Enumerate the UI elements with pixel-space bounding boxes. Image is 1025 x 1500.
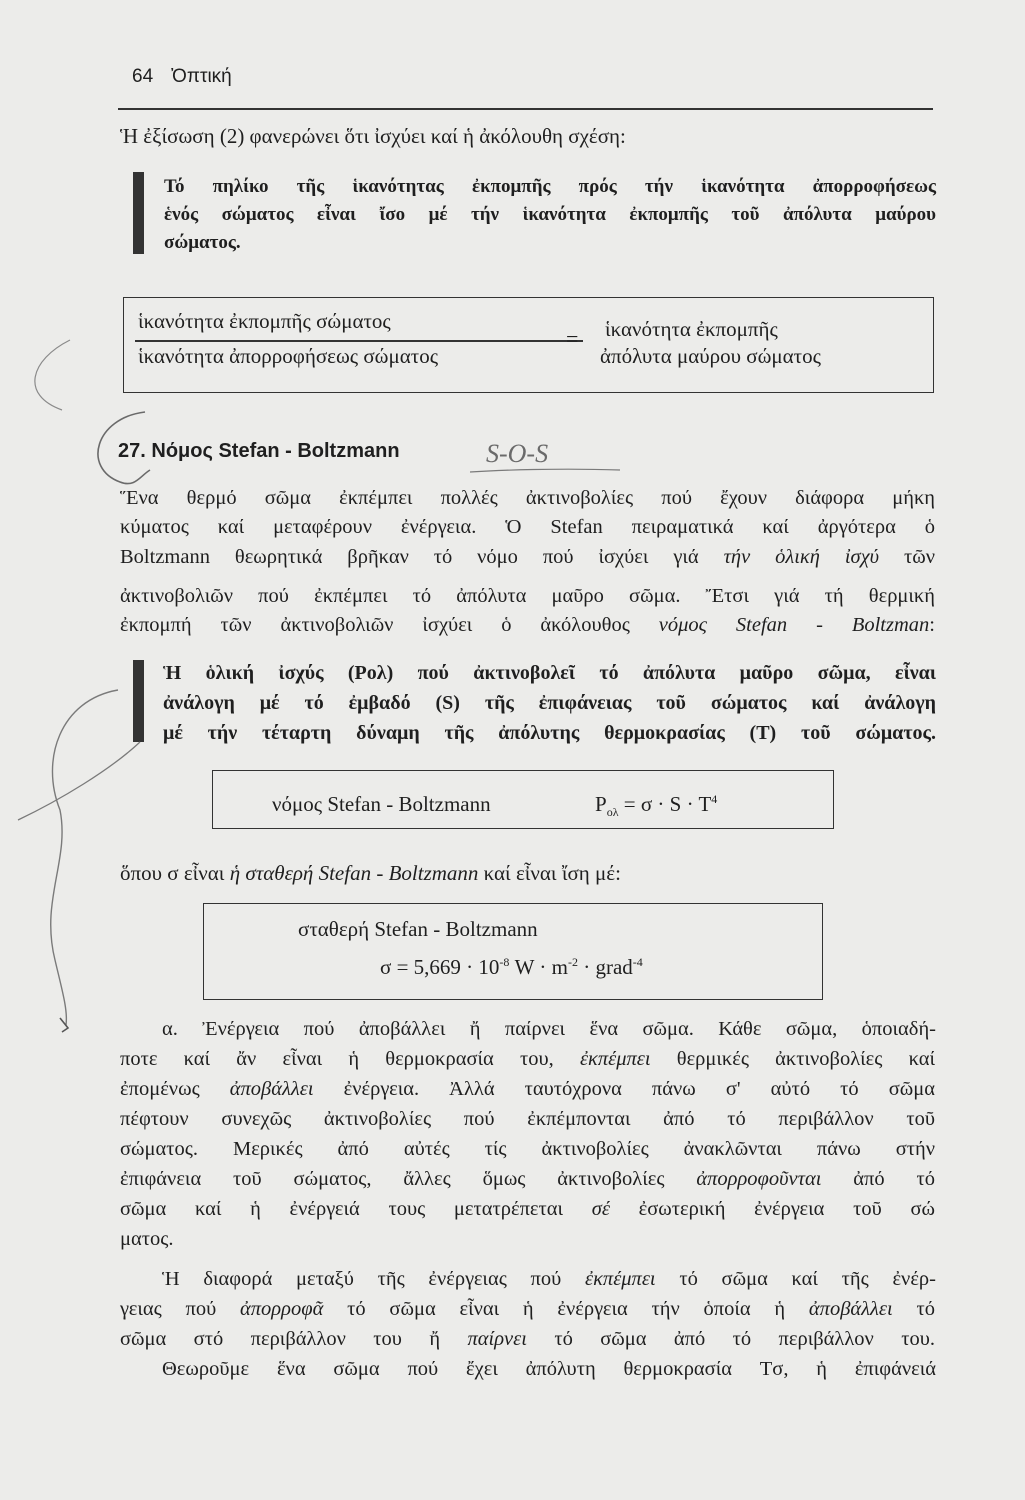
body-line: ποτε καί ἄν εἶναι ἡ θερμοκρασία του, ἐκπέμπει θερμικές ἀκτινοβολίες καί [120,1048,935,1070]
body-line: σῶμα καί ἡ ἐνέργειά τους μετατρέπεται σέ ἐσωτερική ἐνέργεια τοῦ σώ [120,1198,935,1220]
constant-label: σταθερή Stefan - Boltzmann [298,917,538,941]
law1-line: ἑνός σώματος εἶναι ἴσο μέ τήν ἱκανότητα ἐκπομπῆς τοῦ ἀπόλυτα μαύρου [164,204,936,225]
body-line: ἐκπομπή τῶν ἀκτινοβολιῶν ἰσχύει ὁ ἀκόλουθος νόμος Stefan - Boltzman: [120,614,935,636]
constant-value: $\sigma = 5,669 \cdot 10^{-8}$ $W \cdot m^{-2}$ · grad$^{-4}$ [380,955,643,979]
body-line: γειας πού ἀπορροφᾶ τό σῶμα εἶναι ἡ ἐνέργεια τήν ὁποία ἡ ἀποβάλλει τό [120,1298,935,1320]
section-number: 27. [118,440,146,462]
body-line: Θεωροῦμε ἕνα σῶμα πού ἔχει ἀπόλυτη θερμοκρασία Tσ, ἡ ἐπιφάνειά [162,1358,936,1380]
intro-line: Ἡ ἐξίσωση (2) φανερώνει ὅτι ἰσχύει καί ἡ ἀκόλουθη σχέση: [120,124,626,148]
law2-line: Ἡ ὁλική ἰσχύς (Pολ) πού ἀκτινοβολεῖ τό ἀπόλυτα μαῦρο σῶμα, εἶναι [163,662,936,684]
body-line: ἀκτινοβολιῶν πού ἐκπέμπει τό ἀπόλυτα μαῦρο σῶμα. Ἔτσι γιά τή θερμική [120,585,935,607]
left-denominator: ἱκανότητα ἀπορροφήσεως σώματος [138,344,439,368]
left-numerator: ἱκανότητα ἐκπομπῆς σώματος [138,309,391,333]
right-denominator: ἀπόλυτα μαύρου σώματος [600,344,821,368]
where-line: ὅπου σ εἶναι ἡ σταθερή Stefan - Boltzmann καί εἶναι ἴση μέ: [120,861,621,885]
sb-law-formula: $P_{o\lambda} = \sigma \cdot S \cdot T^4$ [595,792,718,820]
page-number: 64 [132,66,154,87]
law2-line: ἀνάλογη μέ τό ἐμβαδό (S) τῆς ἐπιφάνειας τοῦ σώματος καί ἀνάλογη [163,692,936,714]
body-line: ἐπιφάνεια τοῦ σώματος, ἄλλες ὅμως ἀκτινοβολίες ἀπορροφοῦνται ἀπό τό [120,1168,935,1190]
body-line: α. Ἐνέργεια πού ἀποβάλλει ἤ παίρνει ἕνα σῶμα. Κάθε σῶμα, ὁποιαδή- [162,1018,936,1040]
equals-sign: = [566,326,579,351]
body-line: Ἕνα θερμό σῶμα ἐκπέμπει πολλές ἀκτινοβολίες πού ἔχουν διάφορα μήκη [120,487,935,509]
pencil-underline [470,469,620,472]
body-line: ἐπομένως ἀποβάλλει ἐνέργεια. Ἀλλά ταυτόχρονα πάνω σ' αὐτό τό σῶμα [120,1078,935,1100]
handwritten-annotation: S-O-S [486,439,549,468]
body-line: σώματος. Μερικές ἀπό αὐτές τίς ἀκτινοβολίες ἀνακλῶνται πάνω στήν [120,1138,935,1160]
law2-line: μέ τήν τέταρτη δύναμη τῆς ἀπόλυτης θερμοκρασίας (T) τοῦ σώματος. [163,722,936,744]
chapter-title: Ὀπτική [171,66,232,87]
law1-line: σώματος. [164,232,241,253]
right-numerator: ἱκανότητα ἐκπομπῆς [605,317,778,341]
pencil-margin-line [51,690,118,1025]
pencil-pointer-mark [18,742,140,820]
law1-line: Τό πηλίκο τῆς ἱκανότητας ἐκπομπῆς πρός τήν ἱκανότητα ἀπορροφήσεως [164,176,936,197]
section-title: Νόμος Stefan - Boltzmann [151,440,400,462]
body-line: πέφτουν συνεχῶς ἀκτινοβολίες πού ἐκπέμπονται ἀπό τό περιβάλλον τοῦ [120,1108,935,1130]
body-line: κύματος καί μεταφέρουν ἐνέργεια. Ὁ Stefan πειραματικά καί ἀργότερα ὁ [120,516,935,538]
body-line: ματος. [120,1228,174,1250]
pencil-arc-mark [35,340,70,410]
pencil-circle-mark [98,412,150,484]
sb-law-label: νόμος Stefan - Boltzmann [272,792,491,816]
body-line: Boltzmann θεωρητικά βρῆκαν τό νόμο πού ἰσχύει γιά τήν ὁλική ἰσχύ τῶν [120,546,935,568]
body-line: σῶμα στό περιβάλλον του ἤ παίρνει τό σῶμα ἀπό τό περιβάλλον του. [120,1328,935,1350]
body-line: Ἡ διαφορά μεταξύ τῆς ἐνέργειας πού ἐκπέμπει τό σῶμα καί τῆς ἐνέρ- [162,1268,936,1290]
